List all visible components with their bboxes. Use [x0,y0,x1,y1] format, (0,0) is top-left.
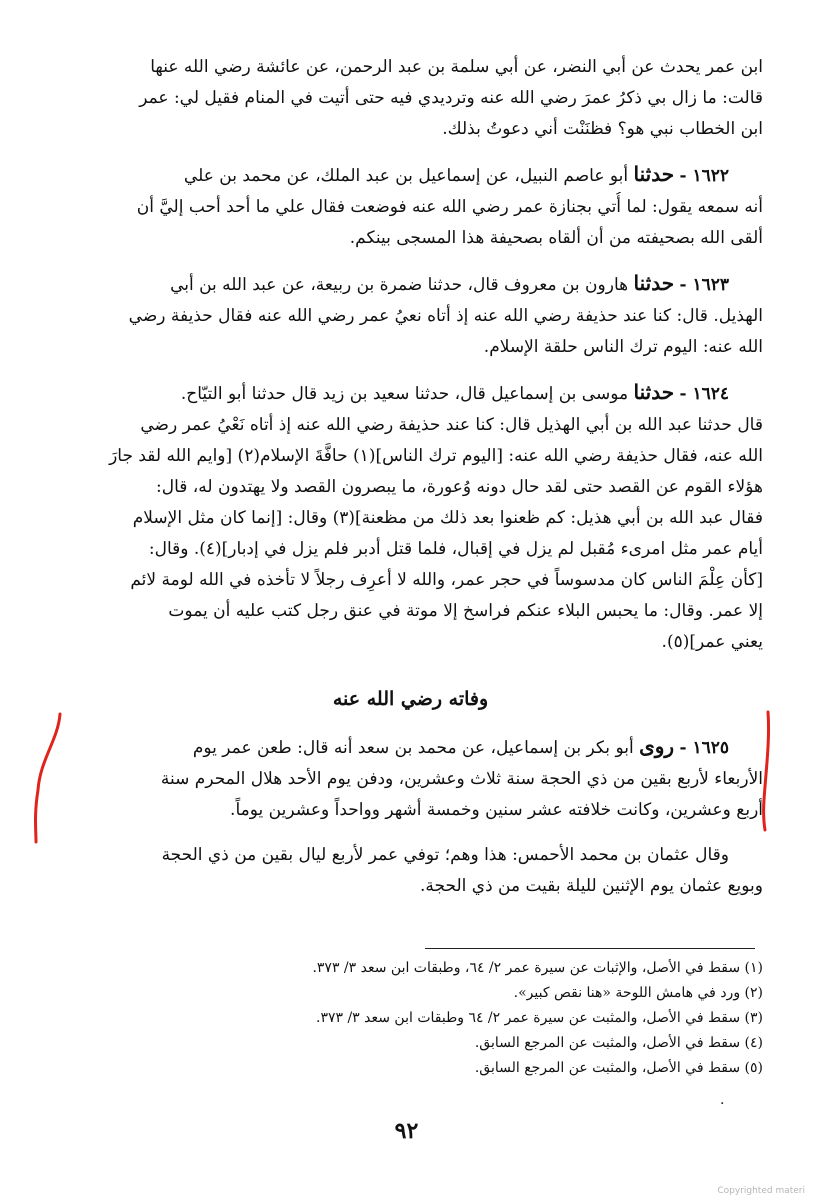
page-number: ٩٢ [394,1118,419,1144]
text-line: أيام عمر مثل امرىء مُقبل لم يزل في إقبال، فلما قتل أدبر فلم يزل في إدبار](٤). وقال: [148,539,763,559]
text-line: الهذيل. قال: كنا عند حذيفة رضي الله عنه إذ أتاه نعيُ عمر رضي الله عنه فقال حذيفة رضي [128,306,763,326]
text-line: يعني عمر](٥). [661,632,763,652]
text-line: أنه سمعه يقول: لما أُتي بجنازة عمر رضي الله عنه فوضعت فقال علي ما أحد أحب إليَّ أن [136,197,763,217]
red-annotation-left [36,714,61,842]
hadith-keyword: حدثنا [633,380,675,404]
text-line: فقال عبد الله بن أبي هذيل: كم ظعنوا بعد ذلك من مظعنة](٣) وقال: [إنما كان مثل الإسلام [132,508,763,528]
text-line: قالت: ما زال بي ذكرُ عمرَ رضي الله عنه وترديدي فيه حتى أتيت في المنام فقيل لي: عمر [139,88,763,108]
hadith-keyword: حدثنا [633,162,675,186]
hadith-number: ١٦٢٤ - [679,384,729,404]
footnote: (٥) سقط في الأصل، والمثبت عن المرجع السابق. [474,1060,763,1076]
text-line: [كأن عِلْمَ الناس كان مدسوساً في حجر عمر، والله لا أعرِف رجلاً لا تأخذه في الله لومة لائم [130,570,763,590]
section-title: وفاته رضي الله عنه [332,688,489,710]
red-annotation-right [764,712,769,830]
hadith-first-text: أبو بكر بن إسماعيل، عن محمد بن سعد أنه قال: طعن عمر يوم [192,738,634,758]
hadith-first-text: أبو عاصم النبيل، عن إسماعيل بن عبد الملك، عن محمد بن علي [183,166,629,186]
text-line: أربع وعشرين، وكانت خلافته عشر سنين وخمسة أشهر وواحداً وعشرين يوماً. [230,800,763,820]
text-line: الله عنه: اليوم ترك الناس حلقة الإسلام. [483,337,763,357]
footnote: (١) سقط في الأصل، والإثبات عن سيرة عمر ٢/ ٦٤، وطبقات ابن سعد ٣/ ٣٧٣. [312,960,763,976]
text-line: ابن الخطاب نبي هو؟ فظنَنْت أني دعوتُ بذلك. [442,119,763,139]
hadith-first-text: موسى بن إسماعيل قال، حدثنا سعيد بن زيد قال حدثنا أبو التيّاح. [180,384,629,404]
text-line: ألقى الله بصحيفته من أن ألقاه بصحيفة هذا المسجى بينكم. [349,228,763,248]
hadith-number: ١٦٢٢ - [679,166,729,186]
stray-dot: . [720,1092,725,1108]
watermark: Copyrighted materi [717,1186,805,1196]
text-line: وقال عثمان بن محمد الأحمس: هذا وهم؛ توفي عمر لأربع ليال بقين من ذي الحجة [161,845,729,865]
text-line: الأربعاء لأربع بقين من ذي الحجة سنة ثلاث وعشرين، ودفن يوم الأحد هلال المحرم سنة [160,769,763,789]
hadith-number: ١٦٢٥ - [679,738,729,758]
hadith-first-text: هارون بن معروف قال، حدثنا ضمرة بن ربيعة، عن عبد الله بن أبي [170,275,629,295]
hadith-number: ١٦٢٣ - [679,275,729,295]
text-line: وبويع عثمان يوم الإثنين لليلة بقيت من ذي الحجة. [419,876,763,896]
text-line: هؤلاء القوم عن القصد حتى لقد حال دونه وُعورة، ما يبصرون القصد ولا يهتدون له، قال: [156,477,763,497]
footnote: (٣) سقط في الأصل، والمثبت عن سيرة عمر ٢/ ٦٤ وطبقات ابن سعد ٣/ ٣٧٣. [315,1010,763,1026]
text-line: إلا عمر. وقال: ما يحبس البلاء عنكم فراسخ إلا موتة في عنق رجل كتب عليه أن يموت [168,601,763,621]
footnote: (٢) ورد في هامش اللوحة «هنا نقص كبير». [513,985,763,1001]
text-line: الله عنه، فقال حذيفة رضي الله عنه: [اليوم ترك الناس](١) حافَّةَ الإسلام(٢) [وايم الله لقد جارَ [109,446,763,466]
text-line: ابن عمر يحدث عن أبي النضر، عن أبي سلمة بن عبد الرحمن، عن عائشة رضي الله عنها [150,57,763,77]
hadith-keyword: روى [639,734,675,758]
hadith-keyword: حدثنا [633,271,675,295]
text-line: قال حدثنا عبد الله بن أبي الهذيل قال: كنا عند حذيفة رضي الله عنه إذ أتاه نَعْيُ عمر رضي [140,415,763,435]
footnote: (٤) سقط في الأصل، والمثبت عن المرجع السابق. [474,1035,763,1051]
